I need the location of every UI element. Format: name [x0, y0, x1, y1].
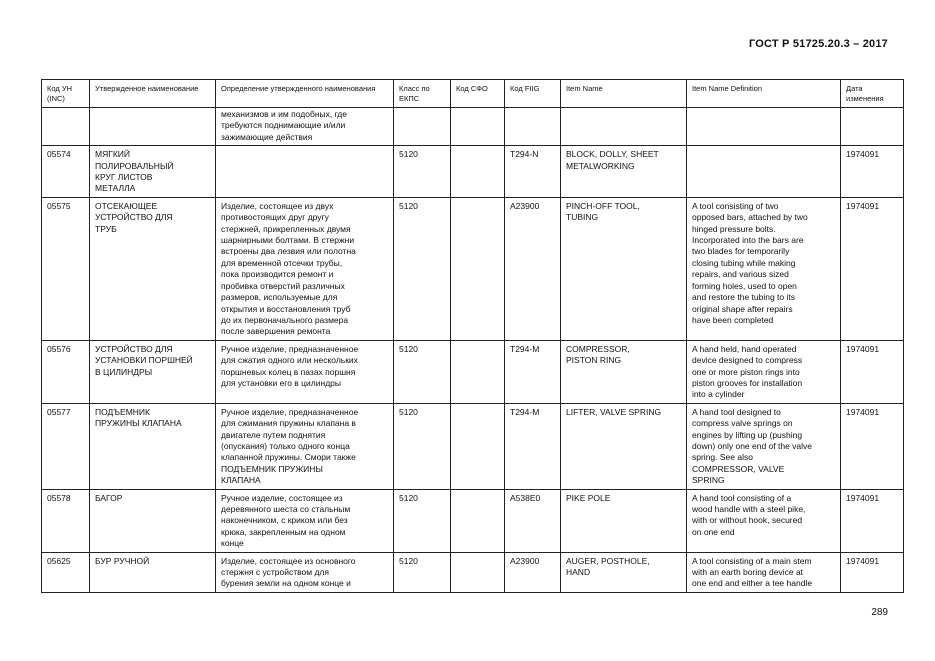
cell-ekps-class: 5120 [394, 552, 451, 592]
cell-item-name-definition: A hand tool consisting of a wood handle with a steel pike, with or without hook, secured on one end [687, 489, 841, 552]
cell-fiig-code: A23900 [505, 197, 561, 340]
cell-sfo-code [451, 489, 505, 552]
cell-item-name [561, 108, 687, 146]
table-row [42, 403, 904, 489]
cell-change-date: 1974091 [841, 340, 904, 403]
cell-inc: 05577 [42, 403, 90, 489]
cell-fiig-code: T294-M [505, 340, 561, 403]
cell-definition: механизмов и им подобных, где требуются поднимающие и/или зажимающие действия [216, 108, 394, 146]
page-number: 289 [871, 607, 888, 618]
cell-item-name: LIFTER, VALVE SPRING [561, 403, 687, 489]
cell-change-date: 1974091 [841, 552, 904, 592]
cell-sfo-code [451, 403, 505, 489]
cell-item-name: PINCH-OFF TOOL, TUBING [561, 197, 687, 340]
cell-item-name: BLOCK, DOLLY, SHEET METALWORKING [561, 146, 687, 198]
cell-fiig-code: T294-N [505, 146, 561, 198]
cell-definition: Ручное изделие, предназначенное для сжимания пружины клапана в двигателе путем поднятия (опускания) только одного конца клапанной пружины. Смори также ПОДЪЕМНИК ПРУЖИНЫ КЛАПАНА [216, 403, 394, 489]
cell-item-name-definition: A hand held, hand operated device designed to compress one or more piston rings into piston grooves for installation into a cylinder [687, 340, 841, 403]
cell-item-name: PIKE POLE [561, 489, 687, 552]
cell-fiig-code: A23900 [505, 552, 561, 592]
cell-sfo-code [451, 552, 505, 592]
cell-inc: 05574 [42, 146, 90, 198]
data-table [41, 79, 904, 593]
cell-approved-name [90, 108, 216, 146]
cell-item-name: AUGER, POSTHOLE, HAND [561, 552, 687, 592]
cell-definition: Ручное изделие, предназначенное для сжатия одного или нескольких поршневых колец в пазах поршня для установки его в цилиндры [216, 340, 394, 403]
cell-definition: Изделие, состоящее из основного стержня с устройством для бурения земли на одном конце и [216, 552, 394, 592]
cell-item-name-definition [687, 108, 841, 146]
table-row [42, 552, 904, 592]
column-header-change-date: Дата изменения [841, 80, 904, 108]
cell-fiig-code: T294-M [505, 403, 561, 489]
cell-inc [42, 108, 90, 146]
column-header-approved-name: Утвержденное наименование [90, 80, 216, 108]
cell-change-date: 1974091 [841, 403, 904, 489]
cell-definition [216, 146, 394, 198]
cell-inc: 05578 [42, 489, 90, 552]
table-row [42, 108, 904, 146]
cell-approved-name: МЯГКИЙ ПОЛИРОВАЛЬНЫЙ КРУГ ЛИСТОВ МЕТАЛЛА [90, 146, 216, 198]
table-row [42, 489, 904, 552]
cell-sfo-code [451, 146, 505, 198]
cell-fiig-code [505, 108, 561, 146]
cell-change-date [841, 108, 904, 146]
cell-inc: 05576 [42, 340, 90, 403]
cell-inc: 05625 [42, 552, 90, 592]
column-header-fiig-code: Код FIIG [505, 80, 561, 108]
cell-ekps-class [394, 108, 451, 146]
cell-fiig-code: A538E0 [505, 489, 561, 552]
cell-definition: Ручное изделие, состоящее из деревянного шеста со стальным наконечником, с криком или без крюка, закрепленным на одном конце [216, 489, 394, 552]
cell-ekps-class: 5120 [394, 146, 451, 198]
column-header-item-name: Item Name [561, 80, 687, 108]
column-header-item-name-definition: Item Name Definition [687, 80, 841, 108]
column-header-inc: Код УН (INC) [42, 80, 90, 108]
cell-item-name-definition: A tool consisting of two opposed bars, attached by two hinged pressure bolts. Incorporated into the bars are two blades for temporarily closing tubing while making repairs, and various sized forming holes, used to open and restore the tubing to its original shape after repairs have been completed [687, 197, 841, 340]
column-header-sfo-code: Код СФО [451, 80, 505, 108]
cell-change-date: 1974091 [841, 489, 904, 552]
cell-approved-name: ПОДЪЕМНИК ПРУЖИНЫ КЛАПАНА [90, 403, 216, 489]
cell-item-name-definition [687, 146, 841, 198]
cell-ekps-class: 5120 [394, 403, 451, 489]
standard-header: ГОСТ Р 51725.20.3 – 2017 [748, 38, 888, 50]
cell-sfo-code [451, 340, 505, 403]
cell-approved-name: БУР РУЧНОЙ [90, 552, 216, 592]
cell-inc: 05575 [42, 197, 90, 340]
table-row [42, 146, 904, 198]
table-header-row [42, 80, 904, 108]
cell-item-name-definition: A tool consisting of a main stem with an earth boring device at one end and either a tee handle [687, 552, 841, 592]
cell-item-name-definition: A hand tool designed to compress valve springs on engines by lifting up (pushing down) only one end of the valve spring. See also COMPRESSOR, VALVE SPRING [687, 403, 841, 489]
cell-approved-name: УСТРОЙСТВО ДЛЯ УСТАНОВКИ ПОРШНЕЙ В ЦИЛИНДРЫ [90, 340, 216, 403]
cell-item-name: COMPRESSOR, PISTON RING [561, 340, 687, 403]
cell-sfo-code [451, 108, 505, 146]
cell-change-date: 1974091 [841, 197, 904, 340]
cell-approved-name: ОТСЕКАЮЩЕЕ УСТРОЙСТВО ДЛЯ ТРУБ [90, 197, 216, 340]
column-header-definition: Определение утвержденного наименования [216, 80, 394, 108]
table-row [42, 197, 904, 340]
cell-ekps-class: 5120 [394, 197, 451, 340]
cell-sfo-code [451, 197, 505, 340]
cell-approved-name: БАГОР [90, 489, 216, 552]
table-row [42, 340, 904, 403]
cell-ekps-class: 5120 [394, 489, 451, 552]
cell-change-date: 1974091 [841, 146, 904, 198]
column-header-ekps-class: Класс по ЕКПС [394, 80, 451, 108]
cell-ekps-class: 5120 [394, 340, 451, 403]
cell-definition: Изделие, состоящее из двух противостоящих друг другу стержней, прикрепленных двумя шарнирными болтами. В стержни встроены два лезвия или полотна для временной отсечки трубы, пока производится ремонт и пробивка отверстий различных размеров, используемые для открытия и восстановления труб до их первоначального размера после завершения ремонта [216, 197, 394, 340]
